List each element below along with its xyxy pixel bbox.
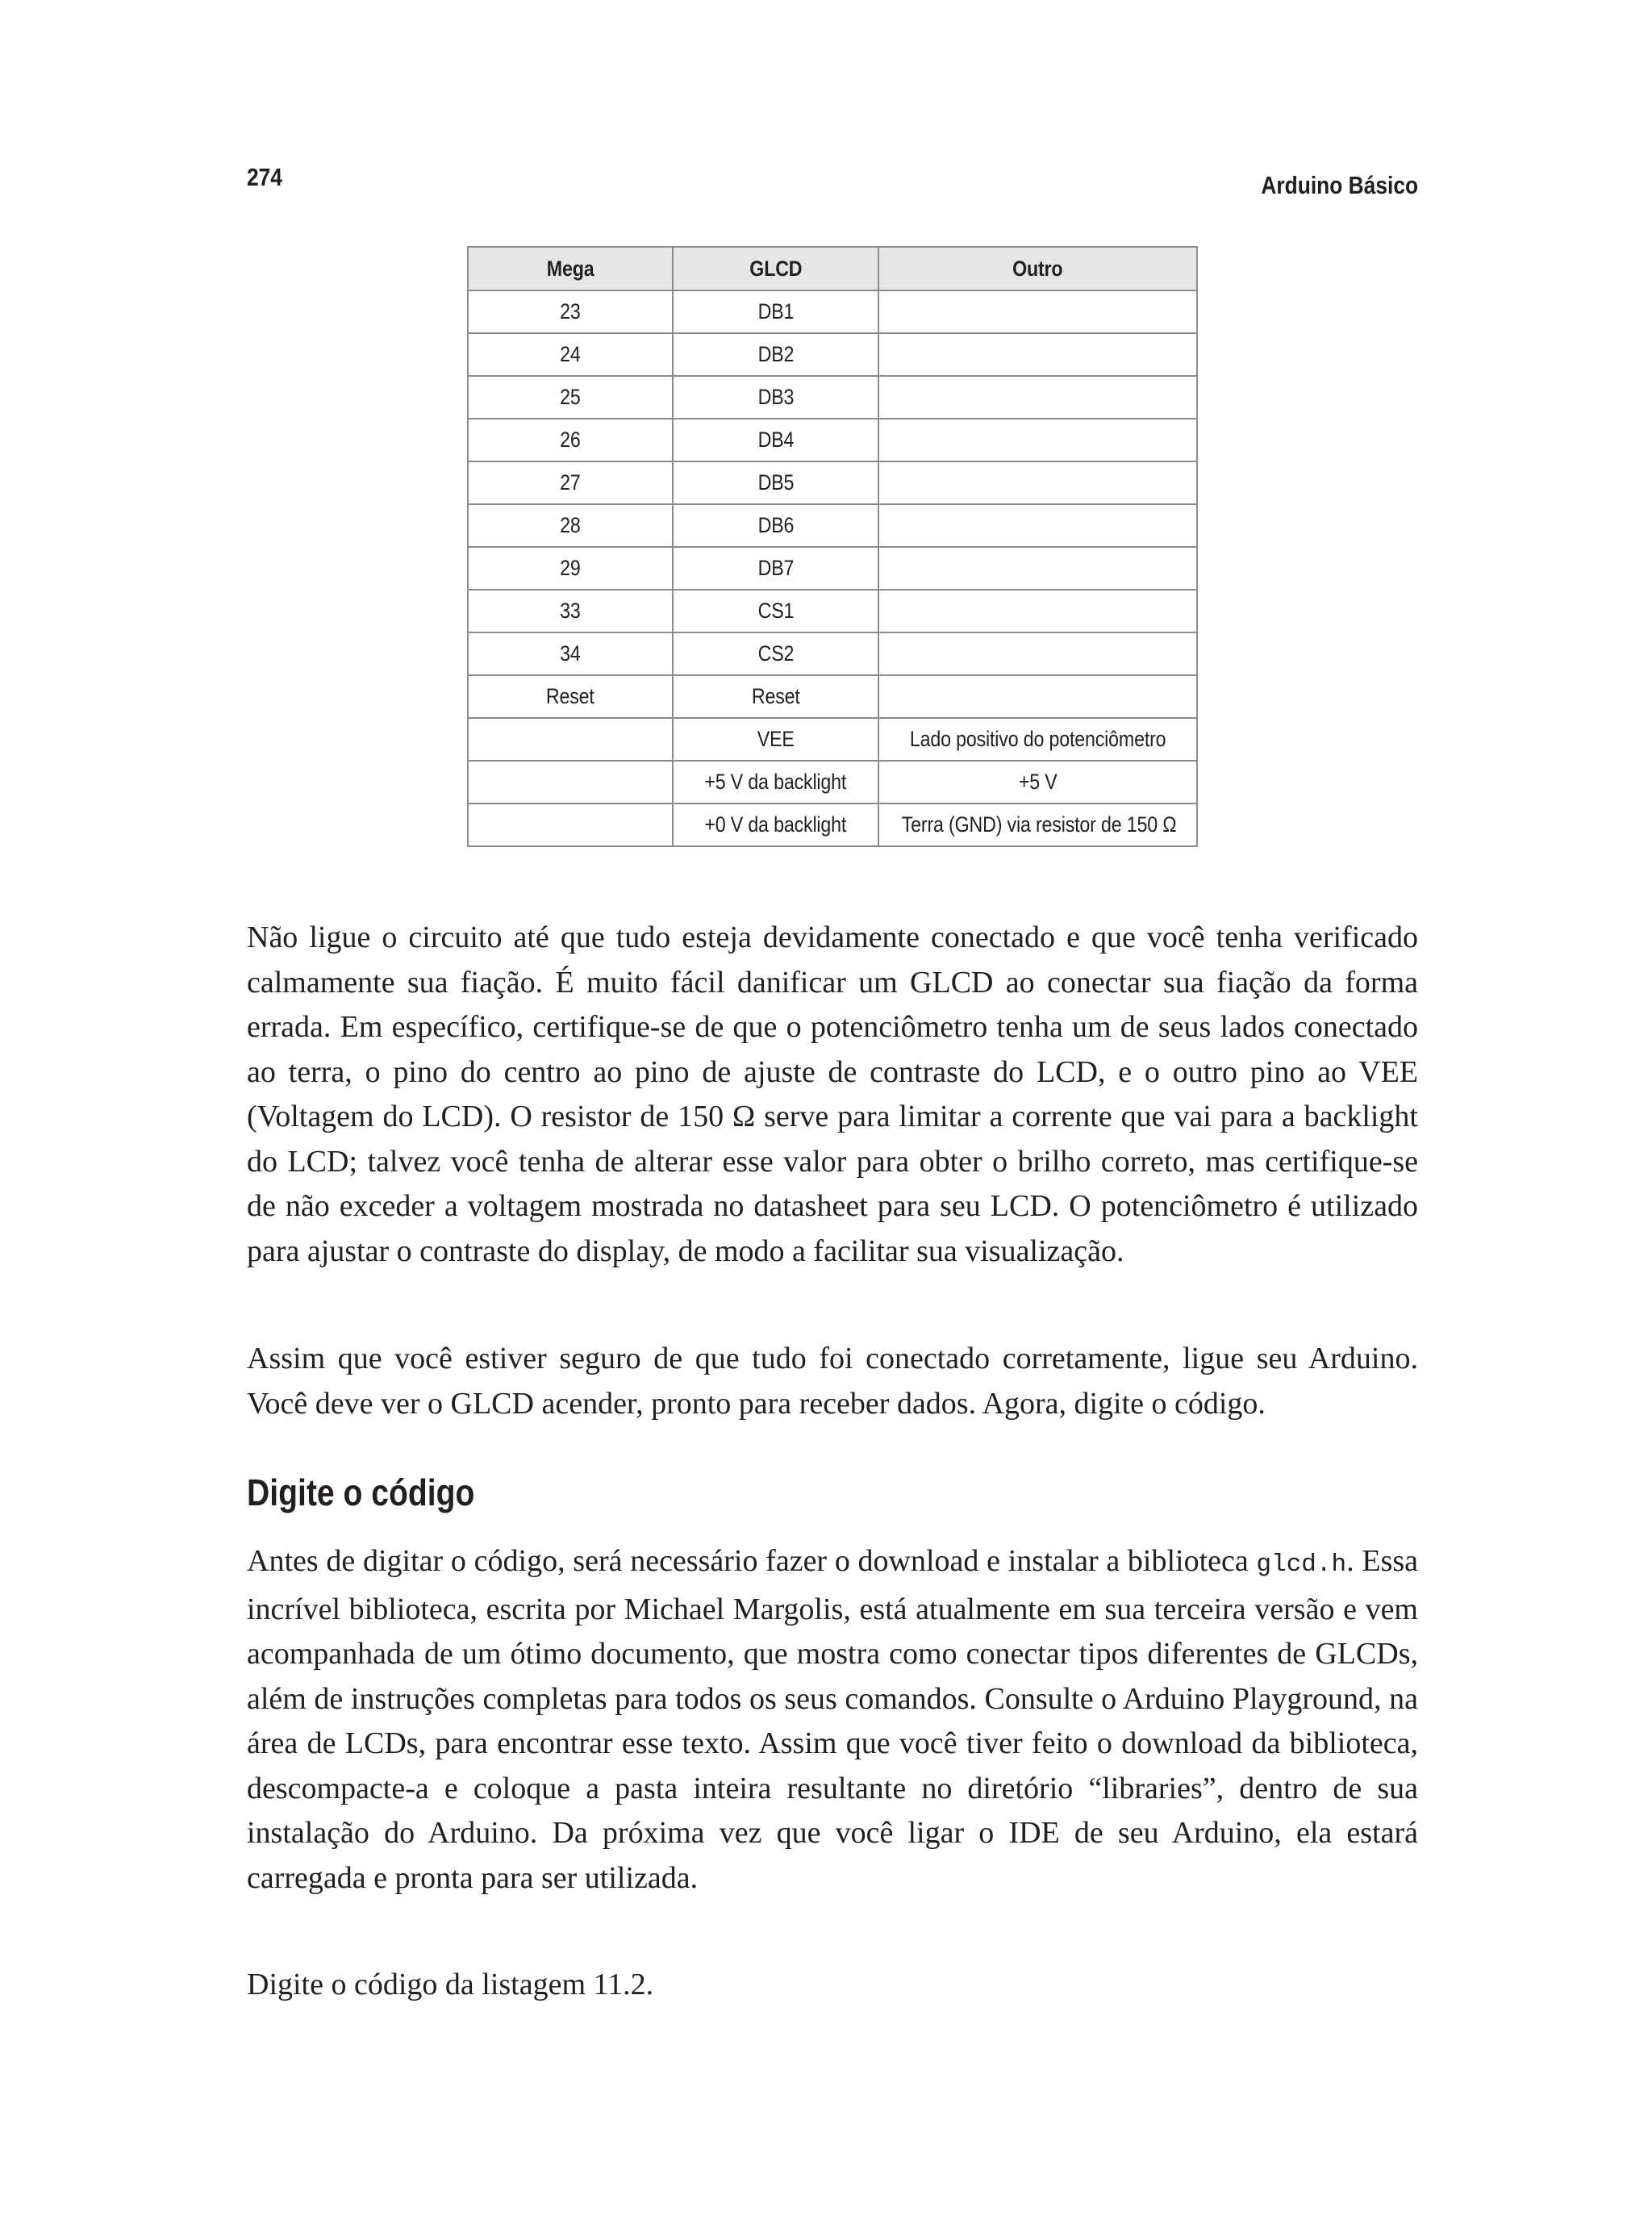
cell-glcd: CS1 — [673, 590, 878, 632]
paragraph-power-on: Assim que você estiver seguro de que tudo foi conectado corretamente, ligue seu Arduino. Você deve ver o GLCD acender, pronto para receber dados. Agora, digite o código. — [247, 1342, 1418, 1421]
cell-mega: 29 — [468, 547, 673, 590]
paragraph-text: . Essa incrível biblioteca, escrita por Michael Margolis, está atualmente em sua terceira versão e vem acompanhada de um ótimo documento, que mostra como conectar tipos diferentes de GLCDs, além de instruções completas para todos os seus comandos. Consulte o Arduino Playground, na área de LCDs, para encontrar esse texto. Assim que você tiver feito o download da biblioteca, descompacte-a e coloque a pasta inteira resultante no diretório “libraries”, dentro de sua instalação do Arduino. Da próxima vez que você ligar o IDE de seu Arduino, ela estará carregada e pronta para ser utilizada. — [247, 1544, 1419, 1895]
paragraph-wiring-warning: Não ligue o circuito até que tudo esteja devidamente conectado e que você tenha verificado calmamente sua fiação. É muito fácil danificar um GLCD ao conectar sua fiação da forma errada. Em específico, certifique-se de que o potenciômetro tenha um de seus lados conectado ao terra, o pino do centro ao pino de ajuste de contraste do LCD, e o outro pino ao VEE (Voltagem do LCD). O resistor de 150 Ω serve para limitar a corrente que vai para a backlight do LCD; talvez você tenha de alterar esse valor para obter o brilho correto, mas certifique-se de não exceder a voltagem mostrada no datasheet para seu LCD. O potenciômetro é utilizado para ajustar o contraste do display, de modo a facilitar sua visualização. — [247, 920, 1418, 1268]
table-row — [468, 290, 1197, 333]
paragraph-text: Antes de digitar o código, será necessário fazer o download e instalar a biblioteca — [247, 1544, 1257, 1578]
cell-outro — [878, 632, 1197, 675]
cell-mega: Reset — [468, 675, 673, 718]
cell-glcd: +0 V da backlight — [673, 803, 878, 846]
table-row — [468, 803, 1197, 846]
cell-outro — [878, 376, 1197, 419]
cell-mega: 28 — [468, 504, 673, 547]
cell-glcd: DB1 — [673, 290, 878, 333]
cell-mega: 24 — [468, 333, 673, 376]
cell-outro — [878, 419, 1197, 461]
cell-glcd: DB2 — [673, 333, 878, 376]
cell-outro — [878, 590, 1197, 632]
cell-outro: +5 V — [878, 761, 1197, 803]
column-header-mega: Mega — [468, 247, 673, 290]
cell-glcd: CS2 — [673, 632, 878, 675]
running-header: Arduino Básico — [1261, 171, 1418, 199]
table-row — [468, 461, 1197, 504]
cell-mega: 23 — [468, 290, 673, 333]
cell-mega — [468, 761, 673, 803]
cell-mega: 33 — [468, 590, 673, 632]
cell-mega — [468, 718, 673, 761]
table-row — [468, 504, 1197, 547]
cell-outro — [878, 675, 1197, 718]
column-header-outro: Outro — [878, 247, 1197, 290]
inline-code: glcd.h — [1256, 1551, 1347, 1579]
cell-outro — [878, 461, 1197, 504]
cell-glcd: DB7 — [673, 547, 878, 590]
cell-glcd: VEE — [673, 718, 878, 761]
table-row — [468, 761, 1197, 803]
paragraph-library-install — [247, 1539, 1418, 1901]
cell-glcd: Reset — [673, 675, 878, 718]
cell-glcd: +5 V da backlight — [673, 761, 878, 803]
table-row — [468, 590, 1197, 632]
cell-mega: 26 — [468, 419, 673, 461]
cell-outro — [878, 333, 1197, 376]
cell-mega: 25 — [468, 376, 673, 419]
cell-outro — [878, 290, 1197, 333]
table-row — [468, 547, 1197, 590]
table-row — [468, 419, 1197, 461]
table-row — [468, 333, 1197, 376]
cell-glcd: DB3 — [673, 376, 878, 419]
cell-mega: 34 — [468, 632, 673, 675]
cell-outro: Lado positivo do potenciômetro — [878, 718, 1197, 761]
page-number: 274 — [247, 163, 282, 191]
table-row — [468, 376, 1197, 419]
cell-outro: Terra (GND) via resistor de 150 Ω — [878, 803, 1197, 846]
cell-glcd: DB4 — [673, 419, 878, 461]
column-header-glcd: GLCD — [673, 247, 878, 290]
cell-glcd: DB6 — [673, 504, 878, 547]
paragraph-enter-code: Digite o código da listagem 11.2. — [247, 1968, 654, 2001]
table-header-row — [468, 247, 1197, 290]
pin-connection-table — [467, 246, 1198, 847]
cell-outro — [878, 504, 1197, 547]
table-row — [468, 675, 1197, 718]
table-row — [468, 632, 1197, 675]
table-row — [468, 718, 1197, 761]
cell-mega — [468, 803, 673, 846]
cell-outro — [878, 547, 1197, 590]
cell-glcd: DB5 — [673, 461, 878, 504]
cell-mega: 27 — [468, 461, 673, 504]
section-heading: Digite o código — [247, 1471, 475, 1513]
